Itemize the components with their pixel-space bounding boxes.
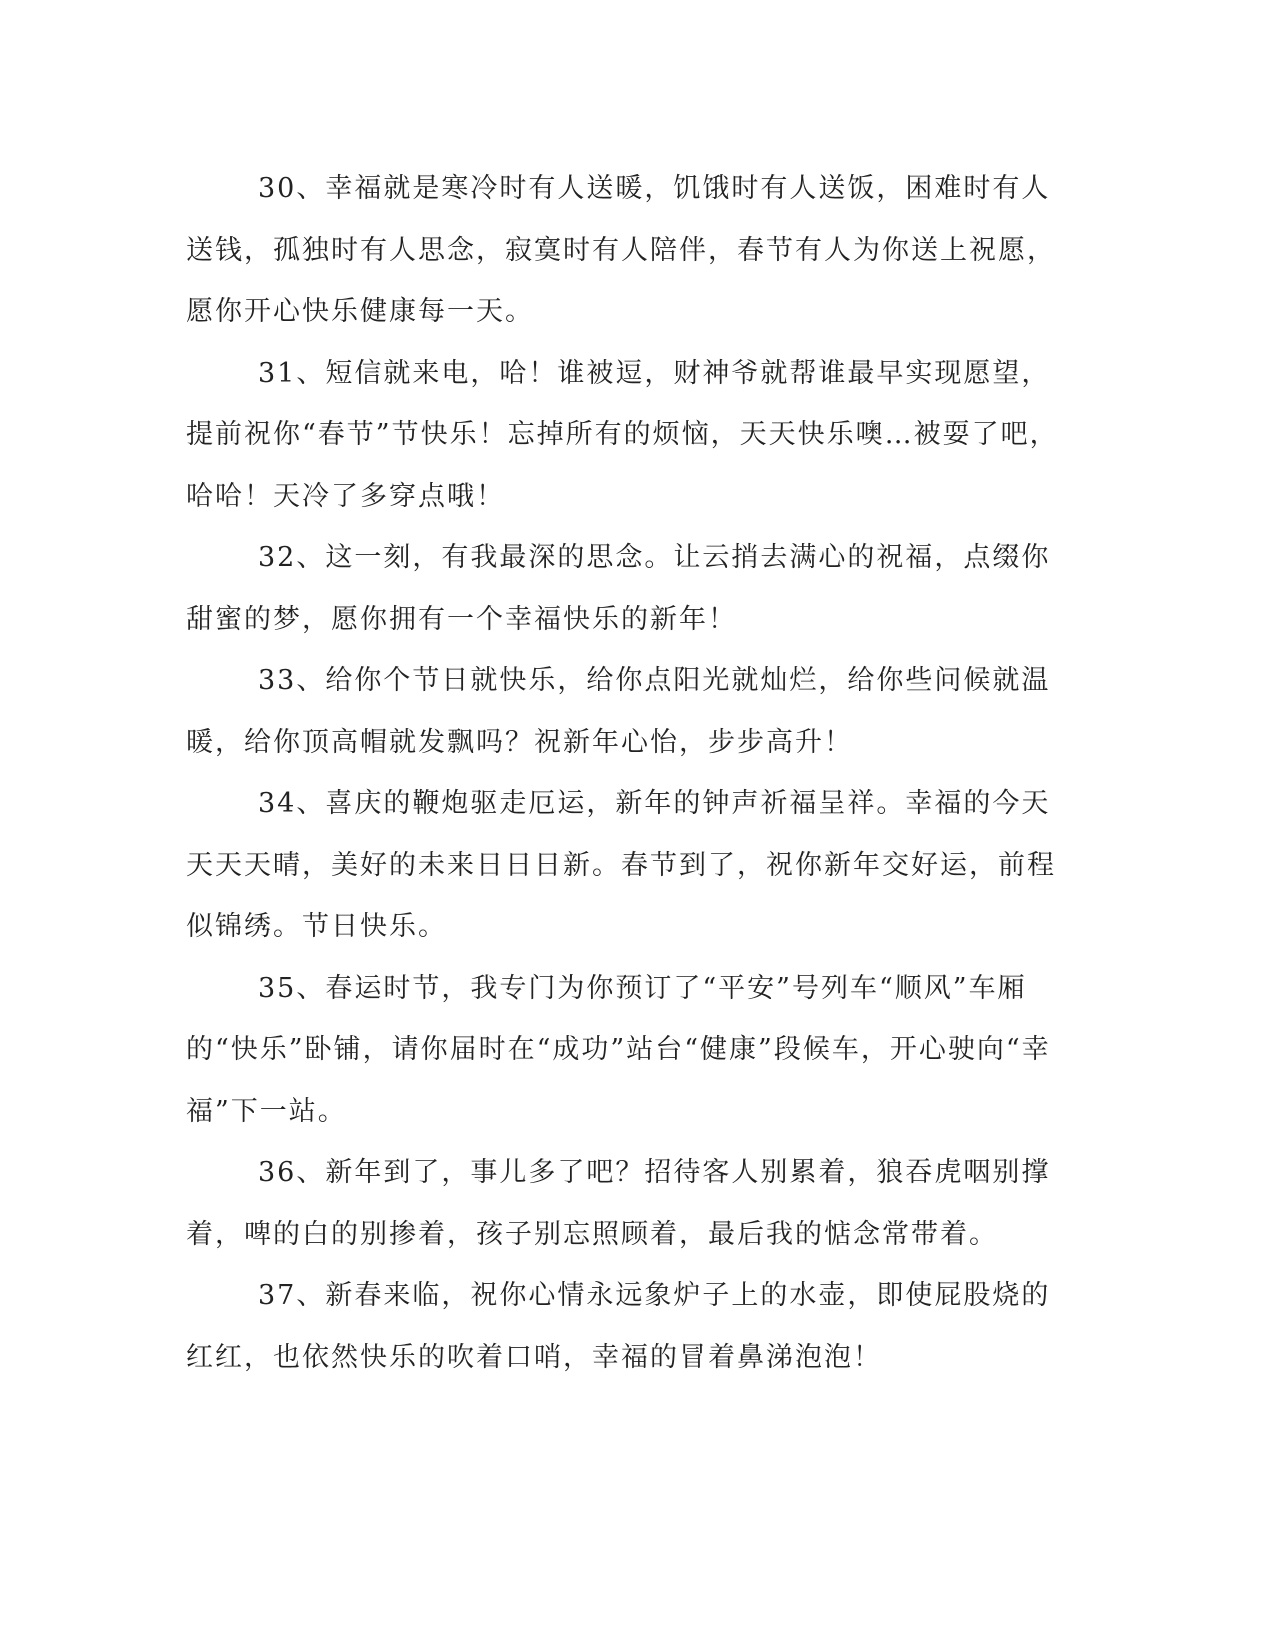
paragraph-35: 35、春运时节，我专门为你预订了“平安”号列车“顺风”车厢的“快乐”卧铺，请你届时在“成功”站台“健康”段候车，开心驶向“幸福”下一站。	[186, 972, 1051, 1127]
paragraph-36: 36、新年到了，事儿多了吧？招待客人别累着，狼吞虎咽别撑着，啤的白的别掺着，孩子别忘照顾着，最后我的惦念常带着。	[186, 1157, 1051, 1250]
paragraph-32: 32、这一刻，有我最深的思念。让云捎去满心的祝福，点缀你甜蜜的梦，愿你拥有一个幸福快乐的新年！	[186, 542, 1051, 635]
paragraph-31: 31、短信就来电，哈！谁被逗，财神爷就帮谁最早实现愿望，提前祝你“春节”节快乐！忘掉所有的烦恼，天天快乐噢…被耍了吧，哈哈！天冷了多穿点哦！	[186, 357, 1059, 512]
paragraph-30: 30、幸福就是寒冷时有人送暖，饥饿时有人送饭，困难时有人送钱，孤独时有人思念，寂寞时有人陪伴，春节有人为你送上祝愿，愿你开心快乐健康每一天。	[186, 173, 1056, 327]
paragraph-34: 34、喜庆的鞭炮驱走厄运，新年的钟声祈福呈祥。幸福的今天天天天晴，美好的未来日日日新。春节到了，祝你新年交好运，前程似锦绣。节日快乐。	[186, 788, 1056, 942]
paragraph-33: 33、给你个节日就快乐，给你点阳光就灿烂，给你些问候就温暖，给你顶高帽就发飘吗？祝新年心怡，步步高升！	[186, 665, 1051, 758]
paragraph-37: 37、新春来临，祝你心情永远象炉子上的水壶，即使屁股烧的红红，也依然快乐的吹着口哨，幸福的冒着鼻涕泡泡！	[186, 1280, 1051, 1373]
document-body	[186, 158, 1066, 1388]
